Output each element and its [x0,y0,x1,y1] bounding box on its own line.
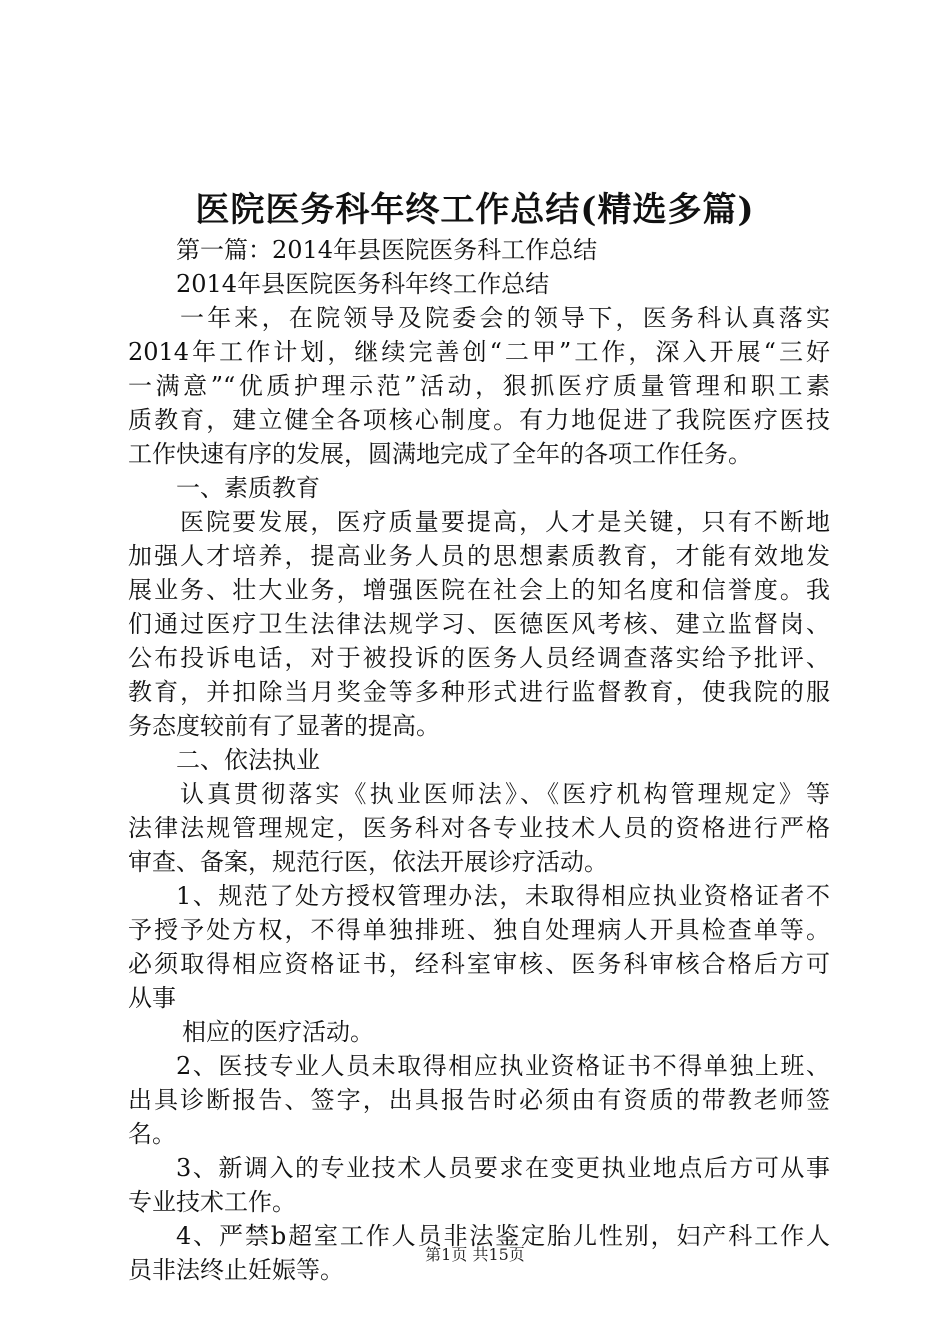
text-line: 2014年县医院医务科年终工作总结 [176,270,550,298]
text-line: 员非法终止妊娠等。 [128,1256,344,1284]
text-line: 1、规范了处方授权管理办法，未取得相应执业资格证者不 [176,882,830,910]
text-line: 展业务、壮大业务，增强医院在社会上的知名度和信誉度。我 [128,576,830,604]
text-line: 出具诊断报告、签字，出具报告时必须由有资质的带教老师签 [128,1086,830,1114]
text-line: 们通过医疗卫生法律法规学习、医德医风考核、建立监督岗、 [128,610,830,638]
text-line: 教育，并扣除当月奖金等多种形式进行监督教育，使我院的服 [128,678,830,706]
text-line: 质教育，建立健全各项核心制度。有力地促进了我院医疗医技 [128,406,830,434]
text-line: 审查、备案，规范行医，依法开展诊疗活动。 [128,848,608,876]
text-line: 必须取得相应资格证书，经科室审核、医务科审核合格后方可 [128,950,830,978]
text-line: 2014年工作计划，继续完善创“二甲”工作，深入开展“三好 [128,338,830,366]
text-line: 专业技术工作。 [128,1188,296,1216]
text-line: 公布投诉电话，对于被投诉的医务人员经调查落实给予批评、 [128,644,830,672]
text-line: 相应的医疗活动。 [182,1018,374,1046]
text-line: 一年来，在院领导及院委会的领导下，医务科认真落实 [180,304,830,332]
text-line: 认真贯彻落实《执业医师法》、《医疗机构管理规定》等 [180,780,830,808]
text-line: 从事 [128,984,176,1012]
text-line: 予授予处方权，不得单独排班、独自处理病人开具检查单等。 [128,916,830,944]
text-line: 第一篇：2014年县医院医务科工作总结 [176,236,598,264]
document-body [128,233,830,1287]
text-line: 加强人才培养，提高业务人员的思想素质教育，才能有效地发 [128,542,830,570]
text-line: 2、医技专业人员未取得相应执业资格证书不得单独上班、 [176,1052,830,1080]
text-line: 4、严禁b超室工作人员非法鉴定胎儿性别，妇产科工作人 [176,1222,830,1250]
document-title: 医院医务科年终工作总结(精选多篇) [195,190,755,230]
page-footer: 第1页 共15页 [425,1245,525,1264]
text-line: 法律法规管理规定，医务科对各专业技术人员的资格进行严格 [128,814,830,842]
text-line: 二、依法执业 [176,746,320,774]
text-line: 一、素质教育 [176,474,320,502]
text-line: 名。 [128,1120,176,1148]
text-line: 工作快速有序的发展，圆满地完成了全年的各项工作任务。 [128,440,752,468]
text-line: 医院要发展，医疗质量要提高，人才是关键，只有不断地 [180,508,830,536]
text-line: 务态度较前有了显著的提高。 [128,712,440,740]
text-line: 一满意”“优质护理示范”活动，狠抓医疗质量管理和职工素 [128,372,830,400]
text-line: 3、新调入的专业技术人员要求在变更执业地点后方可从事 [176,1154,830,1182]
